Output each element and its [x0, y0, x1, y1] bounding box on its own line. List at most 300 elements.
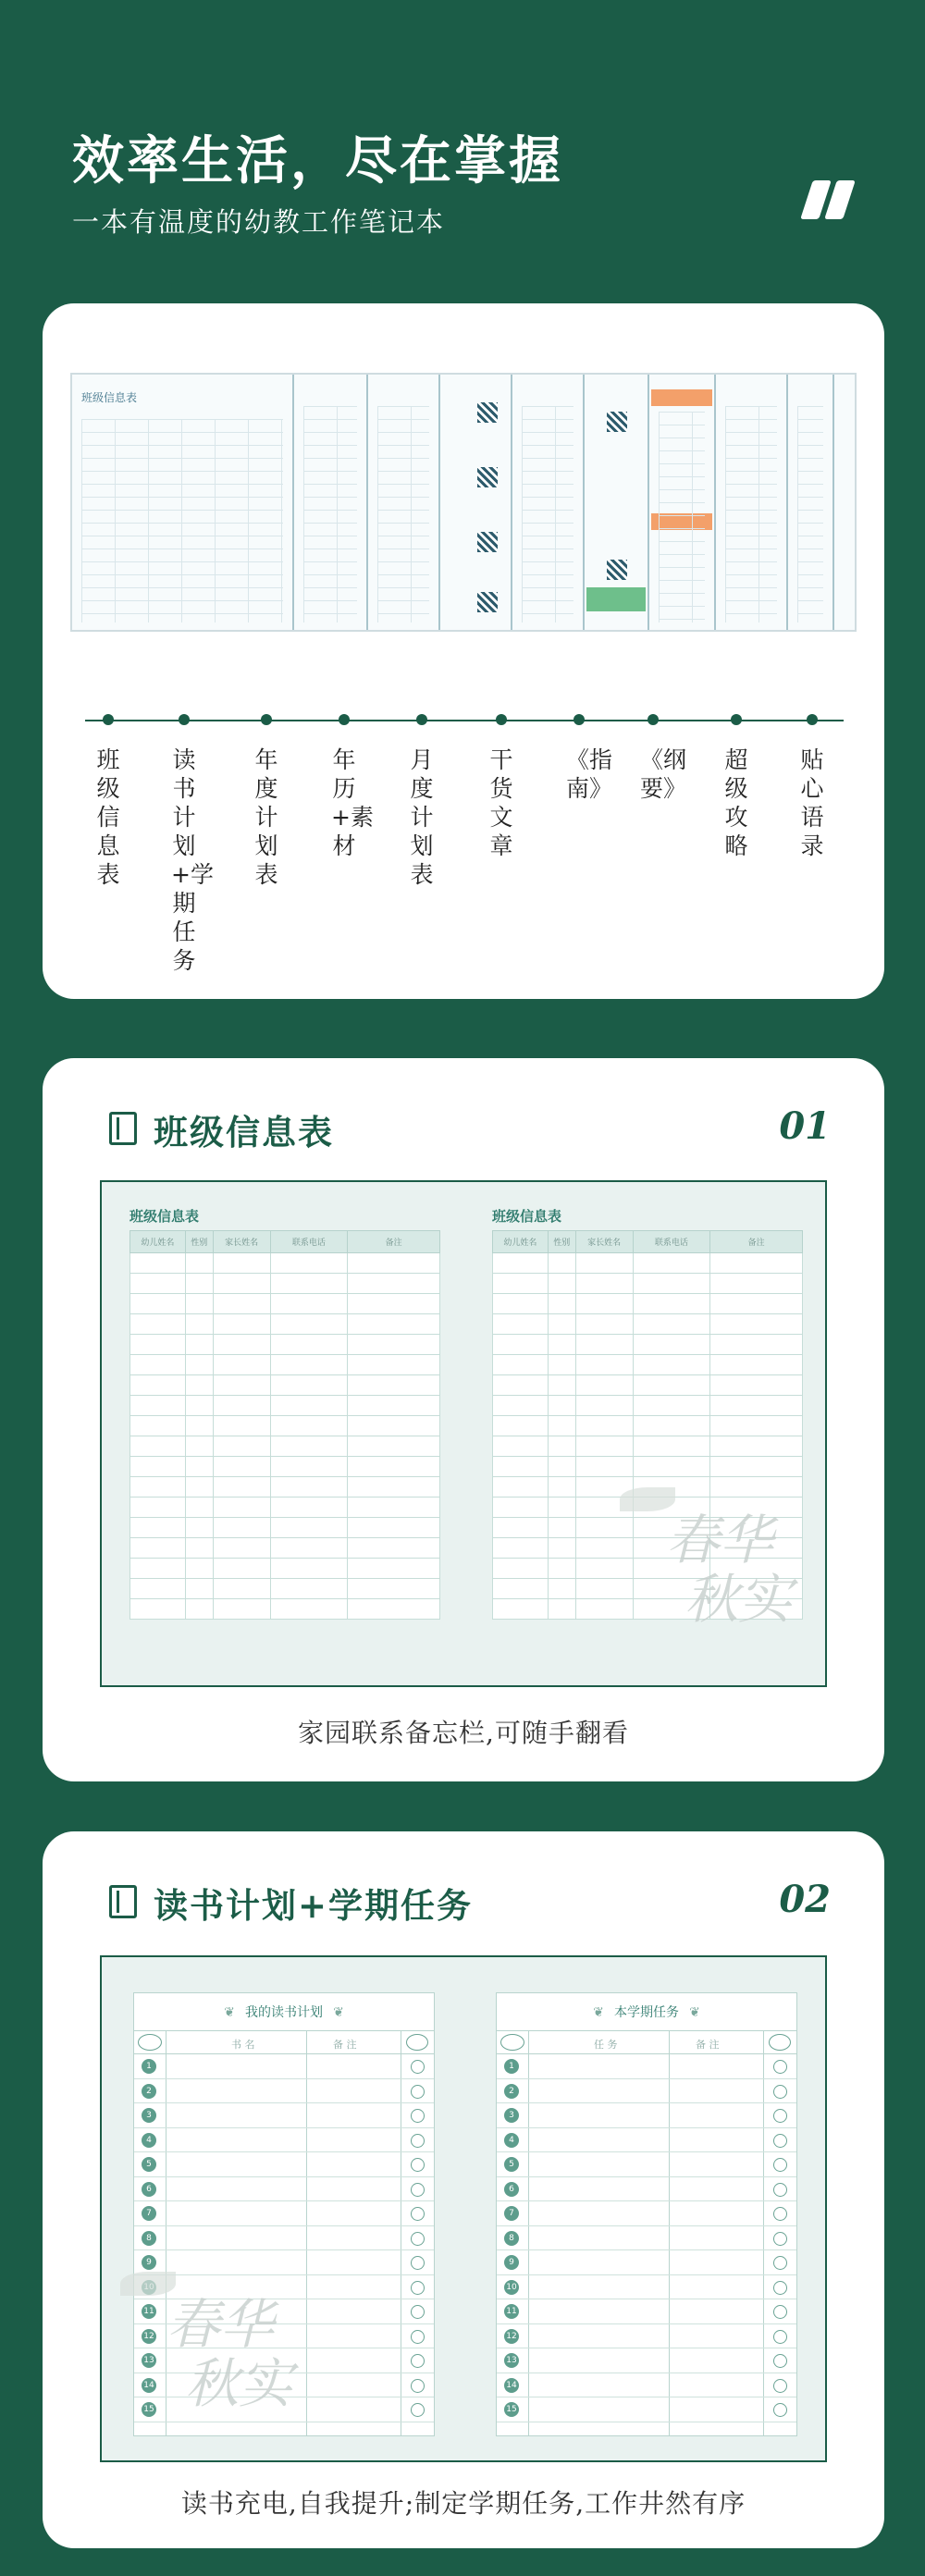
- table-cell: [348, 1436, 440, 1457]
- column-header: 备 注: [696, 2039, 720, 2051]
- table-row: [130, 1375, 440, 1396]
- table-row: [130, 1355, 440, 1375]
- table-cell: [548, 1498, 575, 1518]
- speech-bubble-icon: [406, 2034, 428, 2051]
- column-header: 备 注: [333, 2039, 357, 2051]
- table-row: [493, 1457, 803, 1477]
- row-number: 6: [504, 2182, 519, 2197]
- timeline-label: 干货文章: [489, 746, 513, 859]
- list-item: [497, 2226, 796, 2251]
- row-number: 7: [504, 2206, 519, 2221]
- table-row: [493, 1375, 803, 1396]
- table-cell: [348, 1518, 440, 1538]
- timeline-dot: [648, 714, 659, 725]
- table-row: [130, 1436, 440, 1457]
- table-cell: [185, 1436, 213, 1457]
- table-cell: [270, 1274, 348, 1294]
- table-cell: [493, 1518, 549, 1538]
- column-header: 联系电话: [270, 1231, 348, 1253]
- table-cell: [710, 1396, 803, 1416]
- row-number: 13: [142, 2353, 156, 2368]
- list-item: [497, 2324, 796, 2349]
- row-number: 11: [142, 2304, 156, 2319]
- table-cell: [130, 1396, 186, 1416]
- table-row: [130, 1559, 440, 1579]
- table-cell: [185, 1457, 213, 1477]
- table-cell: [185, 1538, 213, 1559]
- table-cell: [185, 1314, 213, 1335]
- table-cell: [130, 1538, 186, 1559]
- thumb-page-annual: [368, 375, 440, 632]
- table-cell: [548, 1416, 575, 1436]
- table-cell: [493, 1294, 549, 1314]
- table-cell: [575, 1294, 633, 1314]
- column-header: 性别: [185, 1231, 213, 1253]
- row-number: 8: [142, 2231, 156, 2246]
- hero-title: 效率生活，尽在掌握: [72, 130, 563, 191]
- table-cell: [493, 1477, 549, 1498]
- table-cell: [493, 1599, 549, 1620]
- table-cell: [213, 1355, 270, 1375]
- table-cell: [575, 1375, 633, 1396]
- table-cell: [213, 1477, 270, 1498]
- section-header: [109, 1878, 831, 1924]
- checkbox-circle-icon: [773, 2158, 787, 2172]
- timeline-label: 贴心语录: [800, 746, 824, 859]
- table-cell: [493, 1375, 549, 1396]
- watermark-logo: 春华 秋实: [620, 1487, 805, 1626]
- table-row: [493, 1436, 803, 1457]
- checkbox-circle-icon: [773, 2330, 787, 2344]
- column-header: 幼儿姓名: [130, 1231, 186, 1253]
- table-cell: [348, 1375, 440, 1396]
- row-number: 9: [504, 2255, 519, 2270]
- table-cell: [130, 1253, 186, 1274]
- table-cell: [213, 1274, 270, 1294]
- table-cell: [575, 1355, 633, 1375]
- table-cell: [213, 1436, 270, 1457]
- table-cell: [348, 1416, 440, 1436]
- table-cell: [130, 1518, 186, 1538]
- table-row: [493, 1416, 803, 1436]
- table-cell: [348, 1498, 440, 1518]
- table-row: [130, 1599, 440, 1620]
- table-cell: [213, 1294, 270, 1314]
- table-row: [130, 1498, 440, 1518]
- table-cell: [130, 1335, 186, 1355]
- class-info-page-left: [130, 1206, 455, 1665]
- speech-bubble-icon: [138, 2034, 162, 2051]
- table-row: [493, 1396, 803, 1416]
- checkbox-circle-icon: [411, 2330, 425, 2344]
- timeline-line: [85, 720, 844, 721]
- table-cell: [575, 1274, 633, 1294]
- table-row: [130, 1579, 440, 1599]
- page-title: 本学期任务: [614, 2005, 679, 2020]
- table-cell: [575, 1253, 633, 1274]
- table-cell: [130, 1274, 186, 1294]
- reading-plan-card: [43, 1831, 884, 2548]
- table-cell: [348, 1559, 440, 1579]
- table-cell: [270, 1314, 348, 1335]
- table-cell: [130, 1579, 186, 1599]
- overview-card: [43, 303, 884, 999]
- table-cell: [270, 1559, 348, 1579]
- list-item: [497, 2128, 796, 2153]
- table-cell: [185, 1477, 213, 1498]
- table-cell: [130, 1477, 186, 1498]
- table-cell: [348, 1599, 440, 1620]
- table-cell: [270, 1355, 348, 1375]
- table-cell: [493, 1335, 549, 1355]
- table-cell: [130, 1416, 186, 1436]
- table-cell: [213, 1396, 270, 1416]
- table-cell: [130, 1355, 186, 1375]
- timeline-label: 年度计划表: [254, 746, 278, 888]
- column-header: 任 务: [594, 2039, 618, 2051]
- speech-bubble-icon: [500, 2034, 524, 2051]
- row-number: 12: [142, 2329, 156, 2344]
- hero-subtitle: 一本有温度的幼教工作笔记本: [72, 206, 446, 238]
- checkbox-circle-icon: [773, 2232, 787, 2246]
- page-title: 班级信息表: [492, 1208, 562, 1225]
- checkbox-circle-icon: [773, 2085, 787, 2099]
- table-cell: [348, 1314, 440, 1335]
- timeline-dot: [179, 714, 190, 725]
- list-item: [497, 2397, 796, 2422]
- timeline-label: 《纲要》: [640, 746, 687, 802]
- column-header: 备注: [710, 1231, 803, 1253]
- checkbox-circle-icon: [773, 2183, 787, 2197]
- list-item: [497, 2348, 796, 2373]
- checkbox-circle-icon: [773, 2060, 787, 2074]
- table-cell: [710, 1314, 803, 1335]
- table-cell: [185, 1274, 213, 1294]
- table-cell: [548, 1559, 575, 1579]
- table-cell: [575, 1457, 633, 1477]
- checkbox-circle-icon: [411, 2085, 425, 2099]
- thumb-page-calendar: [440, 375, 512, 632]
- list-item: [134, 2054, 434, 2079]
- laurel-icon: ❦: [689, 2005, 700, 2020]
- table-cell: [493, 1314, 549, 1335]
- row-number: 15: [142, 2402, 156, 2417]
- table-cell: [270, 1416, 348, 1436]
- plan-spread: [100, 1955, 827, 2462]
- table-cell: [270, 1294, 348, 1314]
- table-cell: [185, 1416, 213, 1436]
- table-row: [493, 1355, 803, 1375]
- thumb-page-strategy: [788, 375, 834, 632]
- table-cell: [633, 1274, 710, 1294]
- timeline-dot: [416, 714, 427, 725]
- table-row: [130, 1396, 440, 1416]
- column-header: 家长姓名: [213, 1231, 270, 1253]
- checkbox-circle-icon: [411, 2281, 425, 2295]
- class-info-table: [130, 1230, 440, 1620]
- checkbox-circle-icon: [773, 2134, 787, 2148]
- table-cell: [270, 1579, 348, 1599]
- column-header: 性别: [548, 1231, 575, 1253]
- table-cell: [548, 1375, 575, 1396]
- column-header: 家长姓名: [575, 1231, 633, 1253]
- table-cell: [493, 1416, 549, 1436]
- class-info-card: [43, 1058, 884, 1781]
- checkbox-circle-icon: [773, 2354, 787, 2368]
- table-cell: [575, 1396, 633, 1416]
- table-cell: [548, 1477, 575, 1498]
- list-item: [134, 2152, 434, 2177]
- table-row: [130, 1335, 440, 1355]
- table-cell: [548, 1579, 575, 1599]
- list-item: [497, 2152, 796, 2177]
- table-cell: [493, 1579, 549, 1599]
- row-number: 2: [142, 2084, 156, 2099]
- table-cell: [633, 1396, 710, 1416]
- table-cell: [633, 1314, 710, 1335]
- laurel-icon: ❦: [593, 2005, 604, 2020]
- table-cell: [493, 1396, 549, 1416]
- table-cell: [213, 1538, 270, 1559]
- table-cell: [493, 1457, 549, 1477]
- table-cell: [185, 1579, 213, 1599]
- section-caption: 家园联系备忘栏,可随手翻看: [298, 1718, 629, 1748]
- checkbox-circle-icon: [773, 2207, 787, 2221]
- timeline-dot: [574, 714, 585, 725]
- table-cell: [710, 1457, 803, 1477]
- table-cell: [348, 1355, 440, 1375]
- table-cell: [270, 1436, 348, 1457]
- table-cell: [270, 1457, 348, 1477]
- table-cell: [270, 1335, 348, 1355]
- notebook-icon: [109, 1885, 137, 1918]
- column-header: 联系电话: [633, 1231, 710, 1253]
- plan-rows: [497, 2054, 796, 2422]
- table-row: [130, 1457, 440, 1477]
- table-cell: [633, 1294, 710, 1314]
- row-number: 12: [504, 2329, 519, 2344]
- term-tasks-page: [496, 1992, 797, 2436]
- table-cell: [548, 1294, 575, 1314]
- table-cell: [633, 1436, 710, 1457]
- table-cell: [548, 1314, 575, 1335]
- table-cell: [213, 1579, 270, 1599]
- table-cell: [348, 1396, 440, 1416]
- list-item: [497, 2177, 796, 2202]
- table-cell: [185, 1498, 213, 1518]
- section-number: 02: [779, 1878, 831, 1921]
- table-cell: [270, 1518, 348, 1538]
- thumb-page-reading: [294, 375, 368, 632]
- table-cell: [348, 1477, 440, 1498]
- checkbox-circle-icon: [411, 2256, 425, 2270]
- table-cell: [213, 1375, 270, 1396]
- table-cell: [548, 1518, 575, 1538]
- thumb-page-outline: [716, 375, 788, 632]
- timeline-dot: [496, 714, 507, 725]
- row-number: 5: [142, 2157, 156, 2172]
- plan-table-header: [134, 2030, 434, 2054]
- table-cell: [493, 1436, 549, 1457]
- row-number: 14: [504, 2378, 519, 2393]
- checkbox-circle-icon: [411, 2305, 425, 2319]
- section-title: 班级信息表: [154, 1112, 334, 1152]
- row-number: 1: [142, 2059, 156, 2074]
- table-cell: [185, 1599, 213, 1620]
- list-item: [134, 2201, 434, 2226]
- table-cell: [348, 1538, 440, 1559]
- table-cell: [270, 1538, 348, 1559]
- table-cell: [185, 1253, 213, 1274]
- list-item: [497, 2250, 796, 2275]
- section-caption: 读书充电,自我提升;制定学期任务,工作井然有序: [180, 2488, 746, 2519]
- list-item: [497, 2103, 796, 2128]
- timeline-label: 年历+素材: [331, 746, 374, 859]
- timeline-dot: [731, 714, 742, 725]
- table-cell: [548, 1274, 575, 1294]
- checkbox-circle-icon: [411, 2060, 425, 2074]
- laurel-icon: ❦: [224, 2005, 235, 2020]
- speech-bubble-icon: [769, 2034, 791, 2051]
- table-cell: [493, 1253, 549, 1274]
- list-item: [497, 2079, 796, 2104]
- row-number: 4: [504, 2133, 519, 2148]
- table-cell: [493, 1538, 549, 1559]
- table-row: [493, 1253, 803, 1274]
- list-item: [134, 2103, 434, 2128]
- table-cell: [130, 1498, 186, 1518]
- table-cell: [213, 1559, 270, 1579]
- table-cell: [710, 1335, 803, 1355]
- list-item: [497, 2054, 796, 2079]
- page-title: 我的读书计划: [245, 2005, 323, 2020]
- table-row: [493, 1335, 803, 1355]
- timeline-dot: [103, 714, 114, 725]
- table-cell: [348, 1253, 440, 1274]
- row-number: 7: [142, 2206, 156, 2221]
- table-row: [130, 1253, 440, 1274]
- table-cell: [185, 1396, 213, 1416]
- row-number: 5: [504, 2157, 519, 2172]
- table-row: [493, 1274, 803, 1294]
- row-number: 3: [504, 2108, 519, 2123]
- table-cell: [270, 1375, 348, 1396]
- table-cell: [633, 1253, 710, 1274]
- checkbox-circle-icon: [411, 2207, 425, 2221]
- table-cell: [185, 1559, 213, 1579]
- row-number: 14: [142, 2378, 156, 2393]
- notebook-icon: [109, 1112, 137, 1145]
- checkbox-circle-icon: [411, 2158, 425, 2172]
- column-header: 备注: [348, 1231, 440, 1253]
- table-cell: [348, 1335, 440, 1355]
- table-row: [493, 1314, 803, 1335]
- column-header: 幼儿姓名: [493, 1231, 549, 1253]
- table-cell: [185, 1375, 213, 1396]
- row-number: 6: [142, 2182, 156, 2197]
- table-cell: [633, 1457, 710, 1477]
- table-cell: [493, 1498, 549, 1518]
- table-cell: [213, 1498, 270, 1518]
- row-number: 9: [142, 2255, 156, 2270]
- table-cell: [213, 1335, 270, 1355]
- table-cell: [270, 1599, 348, 1620]
- checkbox-circle-icon: [411, 2403, 425, 2417]
- row-number: 4: [142, 2133, 156, 2148]
- table-cell: [710, 1294, 803, 1314]
- table-cell: [710, 1416, 803, 1436]
- thumb-page-class-info: 班级信息表: [72, 375, 294, 632]
- thumb-page-monthly: [512, 375, 585, 632]
- class-info-spread: [100, 1180, 827, 1687]
- table-cell: [348, 1579, 440, 1599]
- table-cell: [548, 1396, 575, 1416]
- table-cell: [185, 1294, 213, 1314]
- row-number: 11: [504, 2304, 519, 2319]
- table-cell: [633, 1355, 710, 1375]
- table-cell: [575, 1314, 633, 1335]
- checkbox-circle-icon: [411, 2232, 425, 2246]
- thumb-page-articles: [585, 375, 649, 632]
- list-item: [134, 2079, 434, 2104]
- row-number: 1: [504, 2059, 519, 2074]
- timeline-label: 《指南》: [566, 746, 613, 802]
- table-cell: [710, 1375, 803, 1396]
- table-cell: [575, 1436, 633, 1457]
- table-cell: [710, 1436, 803, 1457]
- row-number: 10: [504, 2280, 519, 2295]
- timeline-label: 读书计划+学期任务: [171, 746, 214, 974]
- timeline-label: 月度计划表: [410, 746, 434, 888]
- row-number: 8: [504, 2231, 519, 2246]
- table-cell: [493, 1274, 549, 1294]
- table-cell: [130, 1375, 186, 1396]
- list-item: [134, 2226, 434, 2251]
- table-cell: [710, 1253, 803, 1274]
- table-row: [130, 1294, 440, 1314]
- list-item: [497, 2373, 796, 2398]
- table-cell: [710, 1355, 803, 1375]
- section-header: [109, 1104, 831, 1151]
- table-cell: [710, 1274, 803, 1294]
- thumb-page-quotes: [834, 375, 857, 632]
- table-cell: [130, 1559, 186, 1579]
- hero-banner: [0, 0, 925, 296]
- row-number: 2: [504, 2084, 519, 2099]
- table-cell: [213, 1599, 270, 1620]
- table-cell: [493, 1355, 549, 1375]
- table-cell: [548, 1538, 575, 1559]
- timeline-label: 班级信息表: [96, 746, 120, 888]
- checkbox-circle-icon: [773, 2109, 787, 2123]
- timeline-dot: [339, 714, 350, 725]
- list-item: [497, 2299, 796, 2324]
- row-number: 13: [504, 2353, 519, 2368]
- table-cell: [130, 1436, 186, 1457]
- checkbox-circle-icon: [411, 2109, 425, 2123]
- table-cell: [348, 1457, 440, 1477]
- table-cell: [575, 1416, 633, 1436]
- table-cell: [548, 1335, 575, 1355]
- table-cell: [213, 1518, 270, 1538]
- table-cell: [548, 1436, 575, 1457]
- column-header: 书 名: [231, 2039, 255, 2051]
- table-row: [130, 1314, 440, 1335]
- checkbox-circle-icon: [773, 2379, 787, 2393]
- table-cell: [130, 1457, 186, 1477]
- table-cell: [130, 1599, 186, 1620]
- quote-mark-icon: [801, 180, 853, 223]
